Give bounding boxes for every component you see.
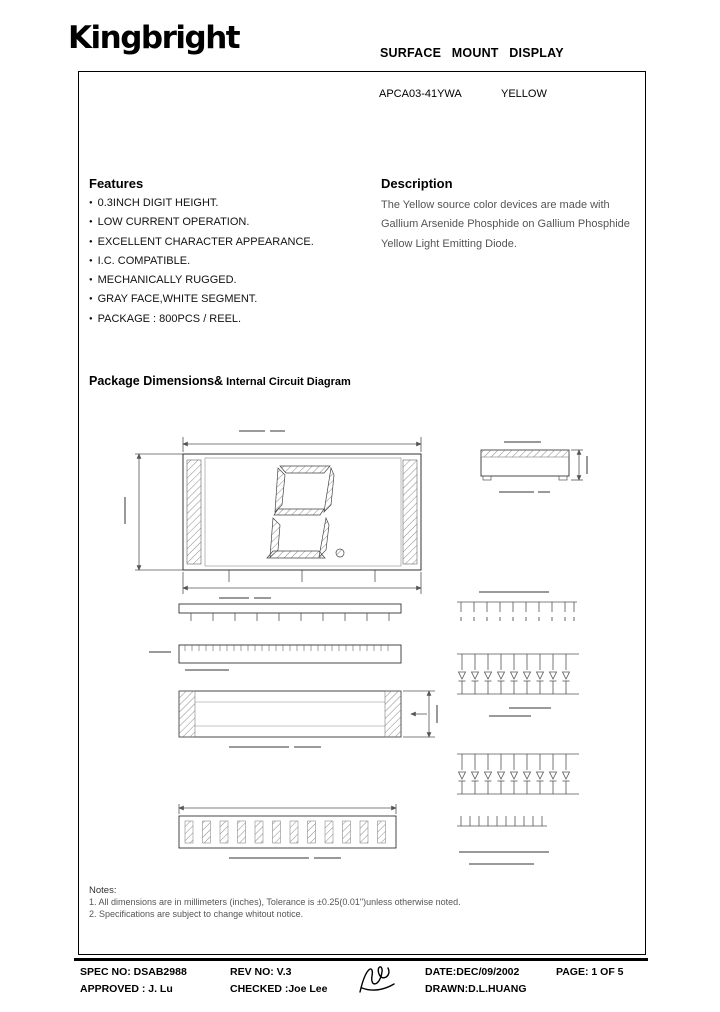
footer-page-number: PAGE: 1 OF 5 [556, 966, 624, 978]
package-heading [89, 372, 351, 390]
content-frame [78, 71, 646, 955]
feature-item: ● LOW CURRENT OPERATION. [89, 213, 314, 232]
footer-spec-no: SPEC NO: DSAB2988 [80, 966, 187, 978]
description-line: Gallium Arsenide Phosphide on Gallium Phosphide [381, 218, 630, 231]
footer-rev-no: REV NO: V.3 [230, 966, 292, 978]
signature-mark [352, 958, 400, 1002]
package-heading-sub: Internal Circuit Diagram [226, 376, 351, 388]
feature-item: ● GRAY FACE,WHITE SEGMENT. [89, 290, 314, 309]
note-item: 1. All dimensions are in millimeters (inches), Tolerance is ±0.25(0.01")unless otherwise noted. [89, 897, 461, 907]
footer-approved: APPROVED : J. Lu [80, 983, 173, 995]
note-item: 2. Specifications are subject to change whitout notice. [89, 908, 304, 919]
footer-date: DATE:DEC/09/2002 [425, 966, 520, 978]
part-number: APCA03-41YWA [379, 88, 462, 100]
description-text [381, 196, 633, 254]
package-heading-main: Package Dimensions& [89, 374, 224, 388]
kingbright-logo: Kingbright [68, 20, 240, 56]
footer-checked: CHECKED :Joe Lee [230, 983, 328, 995]
description-heading: Description [381, 176, 453, 191]
feature-item: ● PACKAGE : 800PCS / REEL. [89, 310, 314, 329]
feature-item: ● I.C. COMPATIBLE. [89, 252, 314, 271]
feature-item: ● EXCELLENT CHARACTER APPEARANCE. [89, 233, 314, 252]
emitted-color: YELLOW [501, 88, 547, 100]
feature-item: ● 0.3INCH DIGIT HEIGHT. [89, 194, 314, 213]
description-line: Yellow Light Emitting Diode. [381, 237, 517, 250]
package-dimensions-drawing [79, 402, 647, 877]
feature-item: ● MECHANICALLY RUGGED. [89, 271, 314, 290]
document-title: SURFACE MOUNT DISPLAY [380, 46, 564, 60]
description-line: The Yellow source color devices are made with [381, 199, 610, 211]
notes-heading: Notes: [89, 885, 117, 896]
notes-list [89, 897, 461, 920]
features-list [89, 194, 314, 329]
footer-drawn: DRAWN:D.L.HUANG [425, 983, 527, 995]
features-heading: Features [89, 176, 144, 191]
notes-section [89, 885, 461, 920]
